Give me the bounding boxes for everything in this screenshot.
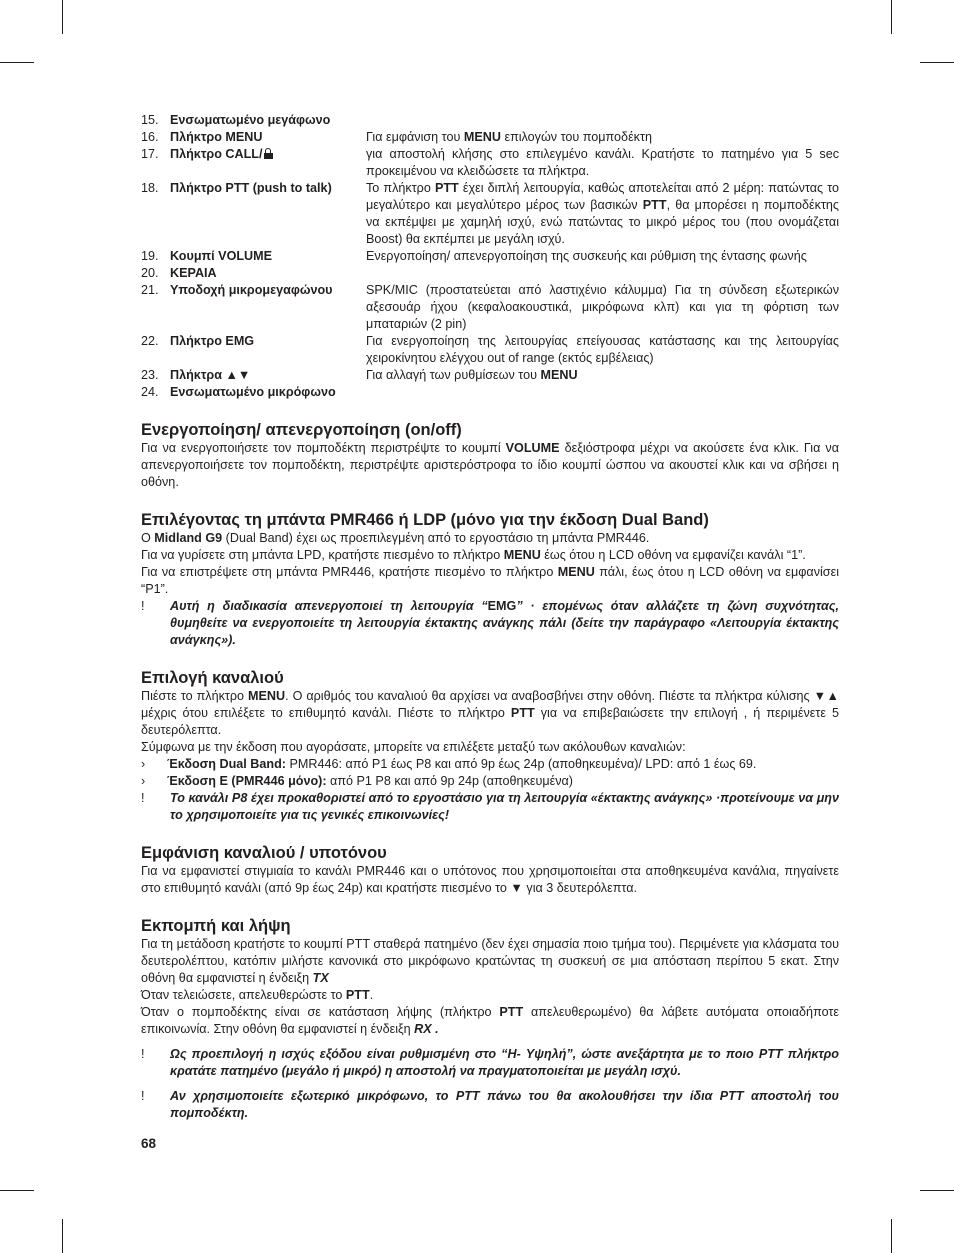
- text-run: Για να εμφανιστεί στιγμιαία το κανάλι PMR446 και ο υπότονος που χρησιμοποιείται στα αποθηκευμένα κανάλια, πηγαίνετε στο επιθυμητό κανάλι (από 9p έως 24p) και κρατήστε πιεσμένο το ▼ για 3 δευτερόλεπτα.: [141, 864, 839, 895]
- list-item: [141, 333, 839, 367]
- text-run: Midland G9: [154, 531, 223, 545]
- item-description: [366, 180, 839, 248]
- text-run: .: [369, 988, 374, 1002]
- list-item: [141, 146, 839, 180]
- bullet-mark: ›: [141, 757, 146, 771]
- text-run: έχει διπλή λειτουργία, καθώς αποτελείται από 2 μέρη: πατώντας το μεγαλύτερο και μεγαλύτερο μέρος των βασικών: [366, 181, 839, 212]
- list-item: [141, 367, 839, 384]
- section-heading: Ενεργοποίηση/ απενεργοποίηση (on/off): [141, 421, 462, 439]
- paragraph: [141, 547, 839, 564]
- text-run: Για τη μετάδοση κρατήστε το κουμπί PTT σταθερά πατημένο (δεν έχει σημασία ποιο τμήμα του). Περιμένετε για κλάσματα του δευτερολέπτου, κατόπιν μιλήστε κανονικά στο μικρόφωνο κρατώντας τη συσκευή σε μια απόσταση περίπου 5 εκατ. Στην οθόνη θα εμφανιστεί η ένδειξη: [141, 937, 839, 985]
- text-run: SPK/MIC (προστατεύεται από λαστιχένιο κάλυμμα) Για τη σύνδεση εξωτερικών αξεσουάρ ήχου (κεφαλοακουστικά, μικρόφωνα κλπ) και για τη φόρτιση των μπαταριών (2 pin): [366, 283, 839, 331]
- item-number: 23.: [141, 368, 159, 382]
- text-run: MENU: [248, 689, 286, 703]
- section: [141, 916, 839, 1122]
- text-run: Για αλλαγή των ρυθμίσεων του: [366, 368, 541, 382]
- lock-icon: [264, 148, 273, 159]
- text-run: , θα μπορέσει η πομποδέκτης να εκπέμψει με χαμηλή ισχύ, ενώ πατώντας το μικρό μέρος του (που ονομάζεται Boost) θα εκπέμπει με μεγάλη ισχύ.: [366, 198, 840, 246]
- bullet-item: [141, 756, 839, 773]
- item-term: [170, 248, 366, 265]
- crop-mark: [0, 62, 34, 63]
- list-item: [141, 180, 839, 248]
- text-run: επιλογών του πομποδέκτη: [500, 130, 652, 144]
- list-item: [141, 384, 839, 401]
- warning-text: [170, 598, 839, 649]
- warning-note: [141, 1088, 839, 1122]
- paragraph: [141, 987, 839, 1004]
- item-description: [366, 129, 839, 146]
- section: [141, 843, 839, 897]
- page-number: 68: [141, 1136, 157, 1151]
- paragraph: [141, 936, 839, 987]
- text-run: TX: [312, 971, 329, 985]
- text-run: Ο: [141, 531, 155, 545]
- text-run: Για ενεργοποίηση της λειτουργίας επείγουσας κατάστασης και της λειτουργίας χειροκίνητου ελέγχου out of range (εκτός εμβέλειας): [366, 334, 839, 365]
- paragraph: [141, 739, 839, 756]
- warning-note: [141, 1046, 839, 1080]
- text-run: PTT: [499, 1005, 524, 1019]
- paragraph: [141, 440, 839, 491]
- section: [141, 668, 839, 824]
- list-item: [141, 282, 839, 333]
- item-term-label: Πλήκτρα ▲▼: [170, 368, 251, 382]
- item-term-label: Ενσωματωμένο μεγάφωνο: [170, 113, 331, 127]
- item-term-label: ΚΕΡΑΙΑ: [170, 266, 217, 280]
- section-heading: Επιλέγοντας τη μπάντα PMR466 ή LDP (μόνο για την έκδοση Dual Band): [141, 511, 709, 529]
- text-run: Αυτή η διαδικασία απενεργοποιεί τη λειτουργία “: [170, 599, 488, 613]
- crop-mark: [891, 1219, 892, 1253]
- item-number: 18.: [141, 181, 159, 195]
- text-run: Έκδοση Dual Band:: [167, 757, 286, 771]
- item-term: [170, 384, 366, 401]
- text-run: από P1 P8 και από 9p 24p (αποθηκευμένα): [326, 774, 573, 788]
- text-run: Σύμφωνα με την έκδοση που αγοράσατε, μπορείτε να επιλέξετε μεταξύ των ακόλουθων καναλιών:: [141, 740, 686, 754]
- warning-mark: !: [141, 599, 145, 613]
- item-term: [170, 265, 366, 282]
- page-content: [141, 112, 839, 1122]
- list-item: [141, 112, 839, 129]
- text-run: Το πλήκτρο: [366, 181, 435, 195]
- section-heading: Επιλογή καναλιού: [141, 669, 284, 687]
- item-term: [170, 282, 366, 299]
- text-run: Το κανάλι P8 έχει προκαθοριστεί από το εργοστάσιο για τη λειτουργία «έκτακτης ανάγκης» ·προτείνουμε να μην το χρησιμοποιείτε για τις γενικές επικοινωνίες!: [170, 791, 839, 822]
- text-run: PTT: [434, 181, 459, 195]
- crop-mark: [62, 0, 63, 34]
- bullet-text: [167, 773, 573, 790]
- parts-list: [141, 112, 839, 401]
- crop-mark: [62, 1219, 63, 1253]
- item-term: [170, 180, 366, 197]
- text-run: Αν χρησιμοποιείτε εξωτερικό μικρόφωνο, το PTT πάνω του θα ακολουθήσει την ίδια PTT αποστολή του πομποδέκτη.: [170, 1089, 839, 1120]
- text-run: έως ότου η LCD οθόνη να εμφανίζει κανάλι “1”.: [540, 548, 806, 562]
- text-run: Πιέστε το πλήκτρο: [141, 689, 249, 703]
- warning-mark: !: [141, 791, 145, 805]
- text-run: MENU: [557, 565, 595, 579]
- paragraph: [141, 530, 839, 547]
- text-run: απελευθερωμένο) θα λάβετε αυτόματα οποιαδήποτε επικοινωνία. Στην οθόνη θα εμφανιστεί η ένδειξη: [141, 1005, 839, 1036]
- bullet-text: [167, 756, 756, 773]
- text-run: για αποστολή κλήσης στο επιλεγμένο κανάλι. Κρατήστε το πατημένο για 5 sec προκειμένου να κλειδώσετε τα πλήκτρα.: [366, 147, 839, 178]
- text-run: (Dual Band) έχει ως προεπιλεγμένη από το εργοστάσιο τη μπάντα PMR446.: [222, 531, 650, 545]
- bullet-item: [141, 773, 839, 790]
- text-run: Για να ενεργοποιήσετε τον πομποδέκτη περιστρέψτε το κουμπί: [141, 441, 506, 455]
- item-number: 20.: [141, 266, 159, 280]
- section-heading: Εκπομπή και λήψη: [141, 917, 291, 935]
- text-run: . Ο αριθμός του καναλιού θα αρχίσει να αναβοσβήνει στην οθόνη. Πιέστε τα πλήκτρα κύλισης ▼▲ μέχρις ότου επιλέξετε το επιθυμητό κανάλι. Πιέστε το πλήκτρο: [141, 689, 839, 720]
- crop-mark: [891, 0, 892, 34]
- text-run: Όταν ο πομποδέκτης είναι σε κατάσταση λήψης (πλήκτρο: [141, 1005, 500, 1019]
- text-run: Όταν τελειώσετε, απελευθερώστε το: [141, 988, 346, 1002]
- item-number: 17.: [141, 147, 159, 161]
- item-term-label: Κουμπί VOLUME: [170, 249, 273, 263]
- paragraph: [141, 564, 839, 598]
- item-number: 22.: [141, 334, 159, 348]
- warning-text: [170, 1046, 839, 1080]
- text-run: EMG: [487, 599, 517, 613]
- bullet-mark: ›: [141, 774, 146, 788]
- item-term-label: Ενσωματωμένο μικρόφωνο: [170, 385, 336, 399]
- text-run: Έκδοση E (PMR446 μόνο):: [167, 774, 327, 788]
- text-run: Για εμφάνιση του: [366, 130, 464, 144]
- warning-note: [141, 598, 839, 649]
- text-run: PTT: [510, 706, 535, 720]
- item-number: 19.: [141, 249, 159, 263]
- text-run: ” · επομένως όταν αλλάζετε τη ζώνη συχνότητας, θυμηθείτε να ενεργοποιείτε τη λειτουργία έκτακτης ανάγκης πάλι (δείτε την παράγραφο «Λειτουργία έκτακτης ανάγκης»).: [170, 599, 839, 647]
- paragraph: [141, 863, 839, 897]
- text-run: πάλι, έως ότου η LCD οθόνη να εμφανίσει “P1”.: [141, 565, 839, 596]
- warning-text: [170, 1088, 839, 1122]
- warning-mark: !: [141, 1047, 145, 1061]
- item-description: [366, 146, 839, 180]
- crop-mark: [920, 62, 954, 63]
- text-run: δεξιόστροφα μέχρι να ακούσετε ένα κλικ. Για να απενεργοποιήσετε τον πομποδέκτη, περιστρέψτε αριστερόστροφα το ίδιο κουμπί ώσπου να ακουστεί κλικ και να σβήσει η οθόνη.: [141, 441, 839, 489]
- text-run: VOLUME: [505, 441, 560, 455]
- crop-mark: [0, 1190, 34, 1191]
- text-run: Ενεργοποίηση/ απενεργοποίηση της συσκευής και ρύθμιση της έντασης φωνής: [366, 249, 807, 263]
- section-heading: Εμφάνιση καναλιού / υποτόνου: [141, 844, 387, 862]
- item-number: 15.: [141, 113, 159, 127]
- item-number: 16.: [141, 130, 159, 144]
- crop-mark: [920, 1190, 954, 1191]
- item-term: [170, 367, 366, 384]
- item-term-label: Πλήκτρο PTT (push to talk): [170, 181, 332, 195]
- text-run: PMR446: από P1 έως P8 και από 9p έως 24p (αποθηκευμένα)/ LPD: από 1 έως 69.: [285, 757, 757, 771]
- item-description: [366, 248, 839, 265]
- text-run: MENU: [503, 548, 541, 562]
- paragraph: [141, 1004, 839, 1038]
- text-run: MENU: [540, 368, 578, 382]
- item-number: 24.: [141, 385, 159, 399]
- item-term-label: Υποδοχή μικρομεγαφώνου: [170, 283, 333, 297]
- section: [141, 420, 839, 491]
- item-term-label: Πλήκτρο MENU: [170, 130, 263, 144]
- text-run: Ως προεπιλογή η ισχύς εξόδου είναι ρυθμισμένη στο “H- Υψηλή”, ώστε ανεξάρτητα με το ποιο PTT πλήκτρο κρατάτε πατημένο (μεγάλο ή μικρό) η αποστολή να πραγματοποιείται με μεγάλη ισχύ.: [170, 1047, 839, 1078]
- warning-text: [170, 790, 839, 824]
- list-item: [141, 129, 839, 146]
- item-description: [366, 282, 839, 333]
- text-run: Για να επιστρέψετε στη μπάντα PMR446, κρατήστε πιεσμένο το πλήκτρο: [141, 565, 558, 579]
- text-run: για να επιβεβαιώσετε την επιλογή , ή περιμένετε 5 δευτερόλεπτα.: [141, 706, 839, 737]
- list-item: [141, 248, 839, 265]
- text-run: RX .: [414, 1022, 439, 1036]
- section: [141, 510, 839, 649]
- item-description: [366, 367, 839, 384]
- warning-note: [141, 790, 839, 824]
- list-item: [141, 265, 839, 282]
- item-term-label: Πλήκτρο CALL/: [170, 147, 263, 161]
- item-term: [170, 333, 366, 350]
- item-term: [170, 129, 366, 146]
- item-description: [366, 333, 839, 367]
- text-run: PTT: [642, 198, 667, 212]
- sections: [141, 420, 839, 1122]
- text-run: PTT: [345, 988, 370, 1002]
- paragraph: [141, 688, 839, 739]
- text-run: Για να γυρίσετε στη μπάντα LPD, κρατήστε πιεσμένο το πλήκτρο: [141, 548, 504, 562]
- warning-mark: !: [141, 1089, 145, 1103]
- item-term: [170, 146, 366, 163]
- item-term: [170, 112, 366, 129]
- text-run: MENU: [463, 130, 501, 144]
- item-term-label: Πλήκτρο EMG: [170, 334, 255, 348]
- item-number: 21.: [141, 283, 159, 297]
